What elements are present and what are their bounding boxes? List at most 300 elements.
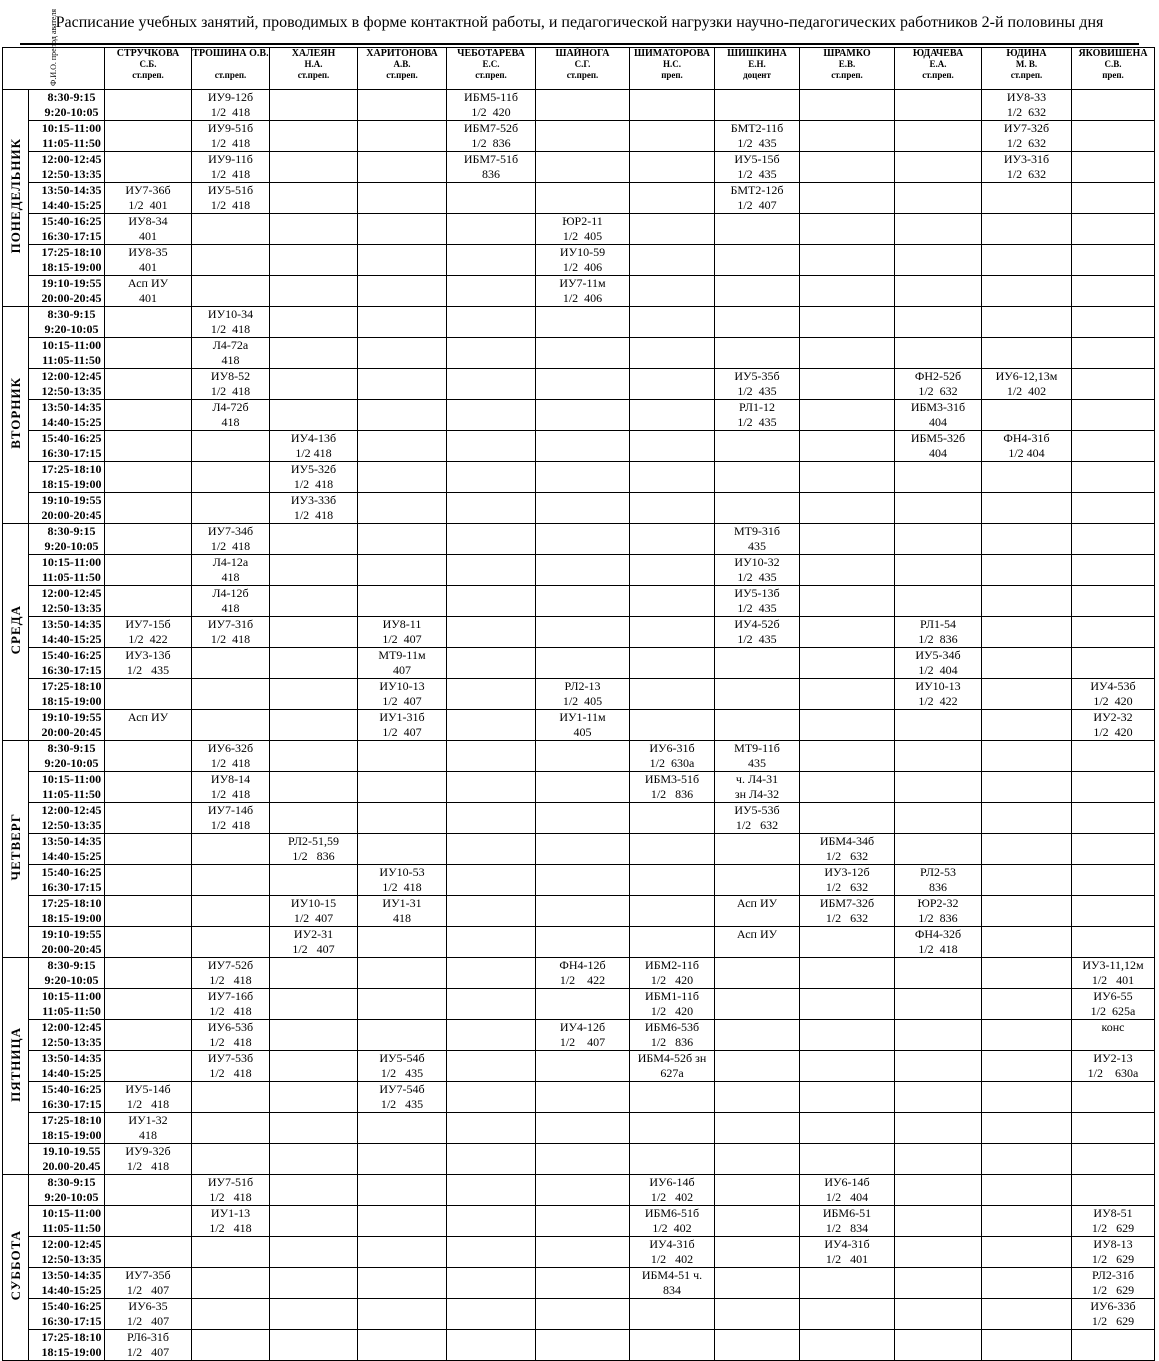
class-cell — [192, 183, 270, 214]
class-cell — [192, 1175, 270, 1206]
class-group — [800, 586, 894, 601]
class-room: 836 — [929, 880, 947, 894]
class-group — [536, 431, 629, 446]
teacher-name: ШРАМКО — [823, 48, 871, 59]
class-room — [1072, 601, 1154, 616]
class-room — [630, 477, 714, 492]
class-group — [715, 493, 799, 508]
class-room — [982, 973, 1071, 988]
time-range: 11:05-11:50 — [42, 1221, 101, 1235]
class-cell — [715, 1299, 800, 1330]
class-cell — [192, 741, 270, 772]
class-cell — [105, 710, 192, 741]
slot-row — [3, 214, 1155, 245]
time-cell — [29, 648, 105, 679]
class-cell — [536, 1330, 630, 1361]
class-cell — [192, 927, 270, 958]
class-group — [895, 1206, 981, 1221]
class-room — [800, 694, 894, 709]
class-room — [447, 1159, 535, 1174]
slot-row — [3, 1237, 1155, 1268]
class-room — [800, 384, 894, 399]
class-cell — [800, 1113, 895, 1144]
class-group — [630, 555, 714, 570]
class-group — [715, 1144, 799, 1159]
class-room: 1/2 420 — [650, 1004, 694, 1018]
class-room — [800, 601, 894, 616]
class-cell — [715, 214, 800, 245]
class-group: ИУ8-11 — [382, 617, 422, 631]
class-cell — [536, 989, 630, 1020]
class-cell — [982, 648, 1072, 679]
class-group: ИУ2-13 — [1093, 1051, 1133, 1065]
class-cell — [105, 648, 192, 679]
class-cell — [536, 493, 630, 524]
class-room — [630, 384, 714, 399]
class-room: 1/2 435 — [737, 601, 777, 615]
class-room — [270, 1190, 357, 1205]
class-cell — [358, 927, 447, 958]
teacher-initials: С.Б. — [139, 59, 157, 69]
class-group — [105, 1020, 191, 1035]
teacher-name: ШАЙНОГА — [555, 48, 610, 59]
time-range: 14:40-15:25 — [41, 415, 102, 429]
time-range: 19:10-19:55 — [41, 493, 102, 507]
class-cell — [192, 245, 270, 276]
class-group — [895, 803, 981, 818]
time-range: 14:40-15:25 — [41, 849, 102, 863]
time-cell — [29, 400, 105, 431]
teacher-position: ст.преп. — [831, 70, 863, 80]
class-group — [715, 679, 799, 694]
class-cell — [447, 772, 536, 803]
class-room — [715, 694, 799, 709]
class-cell — [192, 1020, 270, 1051]
class-room — [630, 1345, 714, 1360]
class-group — [270, 679, 357, 694]
slot-row — [3, 896, 1155, 927]
class-group: ИУ8-33 — [1006, 90, 1047, 104]
class-cell — [270, 1082, 358, 1113]
class-room — [270, 570, 357, 585]
class-cell — [192, 617, 270, 648]
slot-row — [3, 586, 1155, 617]
class-room — [192, 1097, 269, 1112]
time-range: 16:30-17:15 — [41, 880, 102, 894]
teacher-header — [270, 48, 358, 90]
class-group — [1072, 431, 1154, 446]
time-cell — [29, 1144, 105, 1175]
class-group: ИУ7-36б — [125, 183, 171, 197]
class-room — [270, 1066, 357, 1081]
class-cell — [800, 958, 895, 989]
class-cell — [192, 276, 270, 307]
class-cell — [192, 400, 270, 431]
class-group — [715, 1330, 799, 1345]
class-room — [895, 1128, 981, 1143]
class-group — [270, 307, 357, 322]
class-cell — [982, 896, 1072, 927]
time-range: 18:15-19:00 — [41, 1128, 102, 1142]
class-group — [270, 524, 357, 539]
time-range: 17:25-18:10 — [41, 679, 102, 693]
class-group: ИУ8-13 — [1093, 1237, 1133, 1251]
class-cell — [715, 462, 800, 493]
time-range: 13:50-14:35 — [41, 400, 102, 414]
class-group — [630, 431, 714, 446]
class-cell — [895, 865, 982, 896]
class-group — [270, 400, 357, 415]
class-group — [358, 555, 446, 570]
class-group: Л4-72а — [212, 338, 249, 352]
class-group — [715, 462, 799, 477]
class-group: ИУ5-34б — [915, 648, 961, 662]
class-room — [447, 694, 535, 709]
class-group — [105, 741, 191, 756]
class-group — [895, 772, 981, 787]
class-group: РЛ2-53 — [920, 865, 956, 879]
class-group: ИБМ4-51 ч. — [641, 1268, 703, 1282]
class-room — [715, 1066, 799, 1081]
class-room — [447, 1221, 535, 1236]
class-cell — [895, 369, 982, 400]
class-cell — [358, 617, 447, 648]
class-cell — [447, 1206, 536, 1237]
class-group — [630, 183, 714, 198]
class-group — [536, 1299, 629, 1314]
class-room — [1072, 477, 1154, 492]
class-group — [536, 152, 629, 167]
teacher-initials: М. В. — [1015, 59, 1038, 69]
time-range: 19:10-19:55 — [41, 710, 102, 724]
class-cell — [982, 1082, 1072, 1113]
class-cell — [105, 1144, 192, 1175]
class-group — [270, 1330, 357, 1345]
class-group — [800, 1082, 894, 1097]
class-cell — [630, 865, 715, 896]
class-group — [982, 927, 1071, 942]
class-cell — [536, 276, 630, 307]
class-cell — [105, 741, 192, 772]
class-cell — [630, 679, 715, 710]
class-room: 1/2 418 — [210, 384, 251, 398]
class-group — [536, 555, 629, 570]
class-group — [270, 276, 357, 291]
class-cell — [358, 1206, 447, 1237]
class-room — [895, 105, 981, 120]
class-cell — [895, 555, 982, 586]
class-room — [447, 1252, 535, 1267]
class-group: БМТ2-12б — [730, 183, 784, 197]
teacher-position: преп. — [661, 70, 683, 80]
class-group — [105, 989, 191, 1004]
class-room: 1/2 435 — [737, 415, 777, 429]
class-group — [358, 1175, 446, 1190]
class-cell — [1072, 679, 1155, 710]
class-group — [536, 989, 629, 1004]
class-group — [982, 710, 1071, 725]
class-group: ИУ9-11б — [208, 152, 253, 166]
class-cell — [800, 183, 895, 214]
teacher-header — [715, 48, 800, 90]
class-room — [270, 1128, 357, 1143]
time-cell — [29, 462, 105, 493]
class-cell — [447, 1268, 536, 1299]
class-cell — [192, 958, 270, 989]
class-cell — [895, 431, 982, 462]
class-room — [1072, 756, 1154, 771]
class-group — [1072, 834, 1154, 849]
class-cell — [982, 1175, 1072, 1206]
class-room — [630, 260, 714, 275]
class-room — [1072, 229, 1154, 244]
class-group — [895, 586, 981, 601]
class-cell — [270, 586, 358, 617]
teacher-position: ст.преп. — [297, 70, 330, 80]
time-range: 12:00-12:45 — [41, 586, 102, 600]
class-room: 1/2 407 — [126, 1283, 170, 1297]
class-group: ч. Л4-31 — [735, 772, 779, 786]
slot-row — [3, 989, 1155, 1020]
class-room — [447, 849, 535, 864]
teacher-position: ст.преп. — [566, 70, 599, 80]
class-cell — [447, 183, 536, 214]
time-range: 17:25-18:10 — [41, 462, 102, 476]
class-group — [192, 834, 269, 849]
class-group: ИУ7-35б — [125, 1268, 171, 1282]
class-cell — [715, 121, 800, 152]
class-room — [715, 1283, 799, 1298]
class-room — [536, 446, 629, 461]
class-cell — [982, 834, 1072, 865]
class-room — [536, 756, 629, 771]
class-cell — [895, 896, 982, 927]
class-cell — [630, 1113, 715, 1144]
class-group: ИУ3-33б — [290, 493, 337, 507]
class-cell — [630, 245, 715, 276]
class-cell — [1072, 896, 1155, 927]
class-group — [800, 493, 894, 508]
class-group — [715, 245, 799, 260]
class-cell — [715, 803, 800, 834]
class-cell — [358, 214, 447, 245]
class-cell — [982, 152, 1072, 183]
class-room: 1/2 836 — [650, 787, 694, 801]
class-room — [800, 818, 894, 833]
class-group — [105, 1175, 191, 1190]
class-group: МТ9-31б — [733, 524, 781, 538]
class-room — [536, 1128, 629, 1143]
class-room — [800, 1066, 894, 1081]
time-range: 12:50-13:35 — [41, 384, 102, 398]
day-name: ЧЕТВЕРГ — [8, 813, 23, 881]
time-range: 14:40-15:25 — [41, 198, 102, 212]
class-room — [270, 787, 357, 802]
time-cell — [29, 307, 105, 338]
header-corner — [3, 8, 105, 90]
class-group — [715, 989, 799, 1004]
class-cell — [447, 431, 536, 462]
class-room: 1/2 418 — [295, 446, 332, 460]
class-room — [270, 601, 357, 616]
class-room — [192, 1128, 269, 1143]
time-cell — [29, 276, 105, 307]
class-room — [447, 353, 535, 368]
class-group — [536, 1175, 629, 1190]
class-group — [447, 679, 535, 694]
teacher-initials: С.Г. — [574, 59, 591, 69]
class-cell — [447, 524, 536, 555]
class-group — [447, 307, 535, 322]
class-group: ИУ9-12б — [207, 90, 254, 104]
class-room — [192, 446, 269, 461]
teacher-name: СТРУЧКОВА — [116, 48, 180, 59]
class-group — [895, 1268, 981, 1283]
class-group — [800, 679, 894, 694]
class-group — [536, 1144, 629, 1159]
class-room — [536, 508, 629, 523]
class-group: ИУ1-31 — [382, 896, 422, 910]
class-cell — [630, 1237, 715, 1268]
class-group — [715, 90, 799, 105]
class-group — [630, 276, 714, 291]
class-group — [800, 369, 894, 384]
class-room — [800, 353, 894, 368]
class-cell — [536, 896, 630, 927]
class-cell — [270, 896, 358, 927]
class-group — [447, 648, 535, 663]
class-group — [192, 1330, 269, 1345]
class-group — [192, 1299, 269, 1314]
class-room — [715, 880, 799, 895]
class-room — [715, 1035, 799, 1050]
class-room — [1072, 1345, 1154, 1360]
class-room: 834 — [663, 1283, 681, 1297]
class-room: 1/2 420 — [650, 973, 694, 987]
class-cell — [715, 369, 800, 400]
class-group — [192, 276, 269, 291]
class-room: 418 — [139, 1128, 157, 1142]
class-room — [800, 508, 894, 523]
class-group: ИУ5-51б — [207, 183, 254, 197]
class-group — [800, 152, 894, 167]
class-group — [536, 1082, 629, 1097]
class-room: 1/2 629 — [1091, 1283, 1135, 1297]
class-group — [358, 245, 446, 260]
class-room — [715, 1345, 799, 1360]
class-group — [536, 1268, 629, 1283]
class-cell — [270, 958, 358, 989]
class-group: Асп ИУ — [736, 896, 778, 910]
class-room — [536, 663, 629, 678]
class-cell — [630, 1020, 715, 1051]
class-group — [715, 1206, 799, 1221]
class-group — [536, 865, 629, 880]
class-room — [982, 1221, 1071, 1236]
class-cell — [192, 462, 270, 493]
class-cell — [1072, 803, 1155, 834]
teacher-position: ст.преп. — [475, 70, 507, 80]
time-cell — [29, 710, 105, 741]
class-cell — [192, 865, 270, 896]
class-room: 1/2 632 — [735, 818, 779, 832]
time-cell — [29, 803, 105, 834]
class-room — [800, 291, 894, 306]
class-group — [982, 1144, 1071, 1159]
class-group — [536, 400, 629, 415]
class-room — [270, 1097, 357, 1112]
class-cell — [270, 1144, 358, 1175]
class-cell — [982, 493, 1072, 524]
class-cell — [630, 1144, 715, 1175]
class-group — [270, 741, 357, 756]
class-room — [895, 508, 981, 523]
class-group — [630, 1082, 714, 1097]
class-group: Асп ИУ — [736, 927, 778, 941]
class-group — [270, 958, 357, 973]
time-cell — [29, 1175, 105, 1206]
class-cell — [358, 1113, 447, 1144]
class-room — [447, 415, 535, 430]
class-group — [715, 214, 799, 229]
class-room — [1072, 1190, 1154, 1205]
class-cell — [358, 1299, 447, 1330]
class-room: 1/2 418 — [209, 1221, 252, 1235]
time-range: 17:25-18:10 — [41, 896, 102, 910]
class-room — [982, 353, 1071, 368]
class-group — [536, 1206, 629, 1221]
class-group — [358, 307, 446, 322]
class-group — [630, 121, 714, 136]
time-cell — [29, 338, 105, 369]
class-cell — [536, 1113, 630, 1144]
teacher-name: ЮДАЧЕВА — [912, 48, 964, 59]
class-room — [105, 942, 191, 957]
class-cell — [536, 710, 630, 741]
class-group — [982, 1051, 1071, 1066]
class-group — [630, 152, 714, 167]
class-room: 1/2 407 — [382, 694, 422, 708]
class-cell — [358, 865, 447, 896]
class-room — [982, 570, 1071, 585]
class-cell — [1072, 648, 1155, 679]
class-room — [1072, 539, 1154, 554]
time-range: 20:00-20:45 — [41, 942, 102, 956]
class-cell — [982, 989, 1072, 1020]
class-room — [270, 539, 357, 554]
class-group — [358, 834, 446, 849]
class-room — [982, 1066, 1071, 1081]
class-room: 404 — [929, 446, 947, 460]
class-group — [192, 493, 269, 508]
class-cell — [800, 679, 895, 710]
class-room — [358, 322, 446, 337]
teacher-position: преп. — [1102, 70, 1124, 80]
class-group — [358, 803, 446, 818]
class-group: ИБМ6-51б — [644, 1206, 700, 1220]
class-room — [105, 415, 191, 430]
class-room — [1072, 415, 1154, 430]
class-cell — [715, 648, 800, 679]
slot-row — [3, 772, 1155, 803]
class-room — [1072, 1097, 1154, 1112]
class-room — [895, 1066, 981, 1081]
class-group — [270, 1020, 357, 1035]
class-room — [895, 973, 981, 988]
class-group — [447, 1268, 535, 1283]
class-room — [800, 1004, 894, 1019]
class-group — [447, 710, 535, 725]
